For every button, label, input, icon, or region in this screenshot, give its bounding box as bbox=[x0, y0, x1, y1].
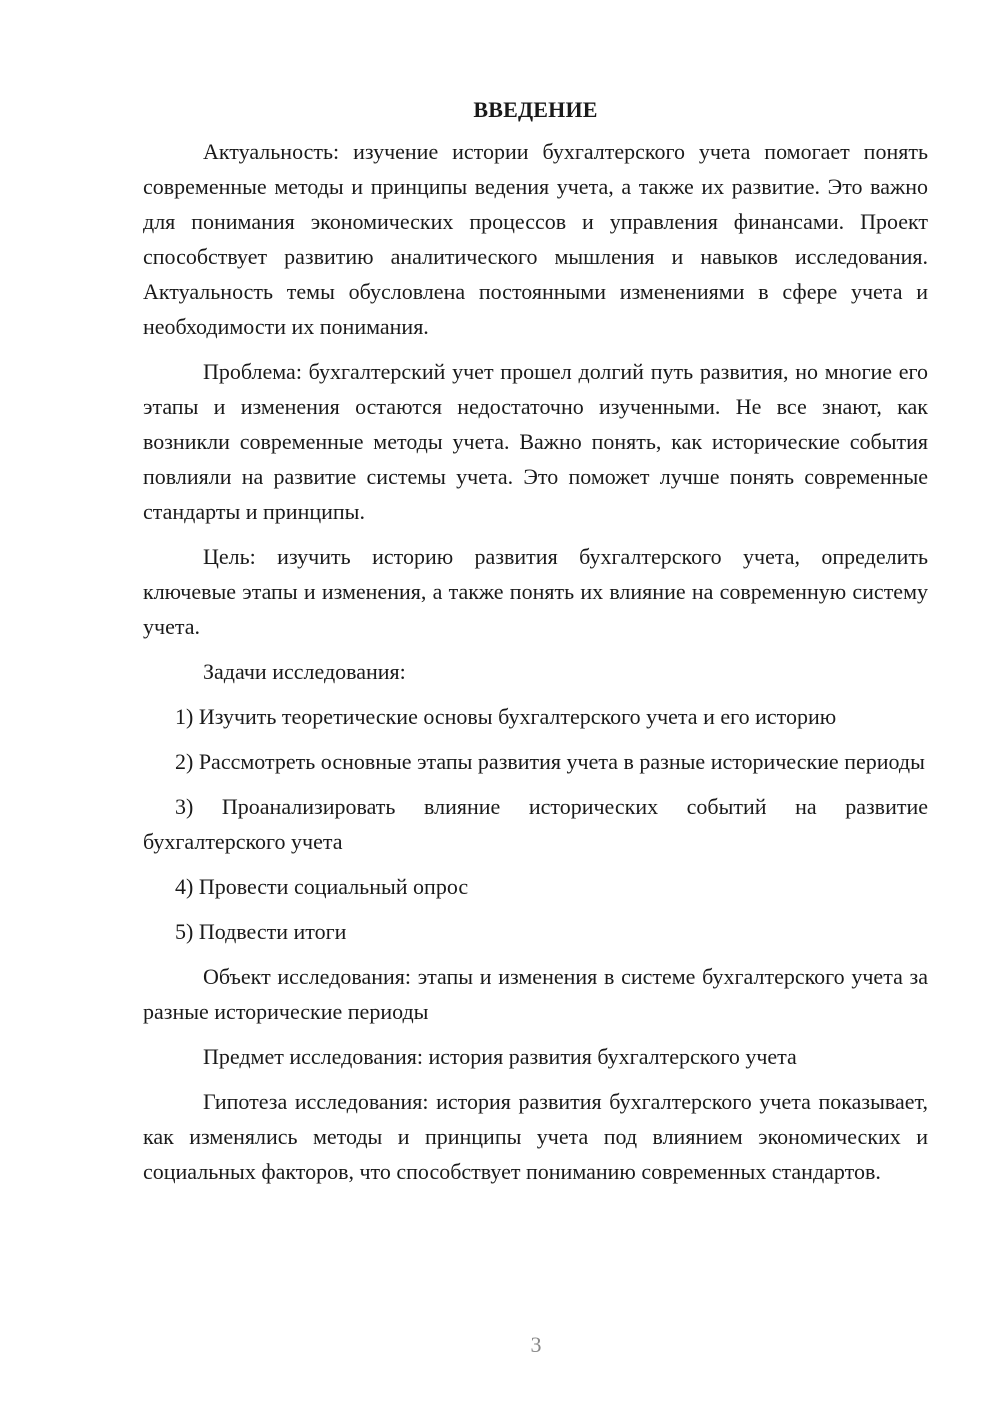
task-item-4: 4) Провести социальный опрос bbox=[175, 874, 469, 899]
tasks-heading: Задачи исследования: bbox=[203, 659, 406, 684]
task-item-5: 5) Подвести итоги bbox=[175, 919, 347, 944]
task-item-1: 1) Изучить теоретические основы бухгалтерского учета и его историю bbox=[175, 704, 837, 729]
subject-paragraph: Предмет исследования: история развития бухгалтерского учета bbox=[203, 1044, 797, 1069]
section-title: ВВЕДЕНИЕ bbox=[473, 97, 598, 122]
goal-paragraph: Цель: изучить историю развития бухгалтерского учета, определить ключевые этапы и изменения, а также понять их влияние на современную систему учета. bbox=[143, 544, 928, 639]
page-number: 3 bbox=[530, 1332, 542, 1357]
object-paragraph: Объект исследования: этапы и изменения в системе бухгалтерского учета за разные исторические периоды bbox=[143, 964, 928, 1024]
task-item-3: 3) Проанализировать влияние исторических событий на развитие бухгалтерского учета bbox=[143, 794, 928, 854]
relevance-paragraph: Актуальность: изучение истории бухгалтерского учета помогает понять современные методы и принципы ведения учета, а также их развитие. Это важно для понимания экономических процессов и управления финансами. Проект способствует развитию аналитического мышления и навыков исследования. Актуальность темы обусловлена постоянными изменениями в сфере учета и необходимости их понимания. bbox=[143, 139, 928, 339]
problem-paragraph: Проблема: бухгалтерский учет прошел долгий путь развития, но многие его этапы и изменения остаются недостаточно изученными. Не все знают, как возникли современные методы учета. Важно понять, как исторические события повлияли на развитие системы учета. Это поможет лучше понять современные стандарты и принципы. bbox=[143, 359, 928, 524]
page-content bbox=[143, 92, 928, 1189]
task-item-2: 2) Рассмотреть основные этапы развития учета в разные исторические периоды bbox=[175, 749, 925, 774]
hypothesis-paragraph: Гипотеза исследования: история развития бухгалтерского учета показывает, как изменялись методы и принципы учета под влиянием экономических и социальных факторов, что способствует пониманию современных стандартов. bbox=[143, 1089, 928, 1184]
